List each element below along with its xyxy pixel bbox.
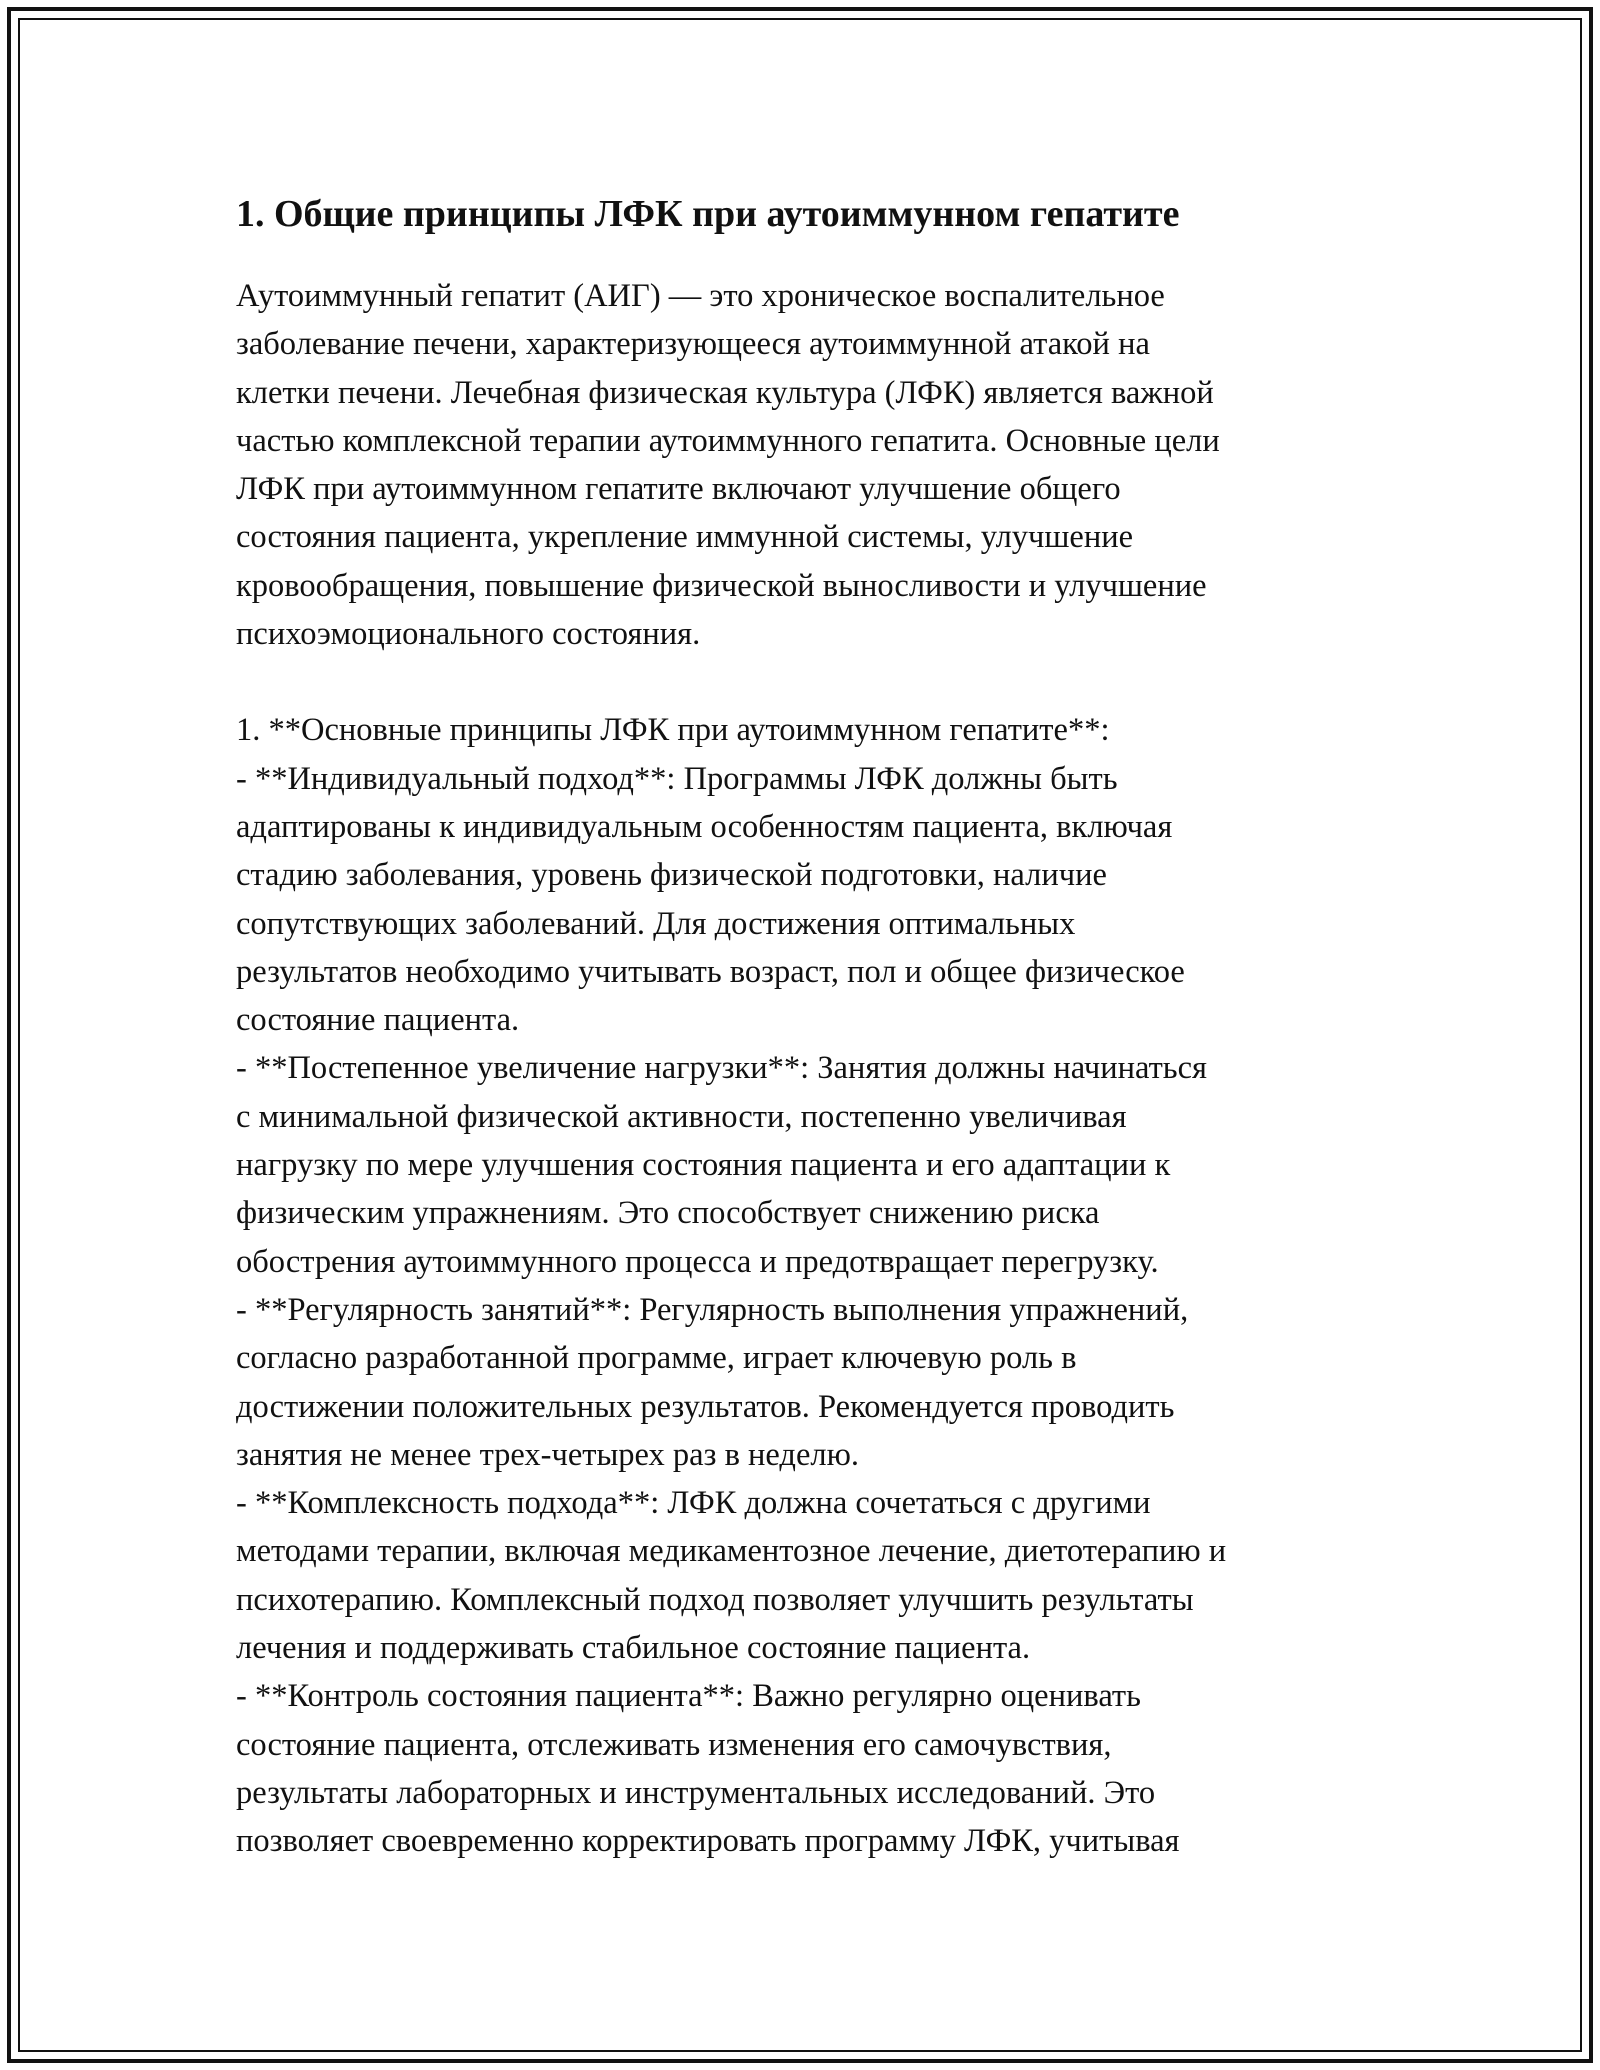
paragraph-spacer (236, 658, 1396, 706)
list-item: - **Постепенное увеличение нагрузки**: Занятия должны начинаться с минимальной физической активности, постепенно увеличивая нагрузку по мере улучшения состояния пациента и его адаптации к физическим упражнениям. Это способствует снижению риска обострения аутоиммунного процесса и предотвращает перегрузку. (236, 1050, 1208, 1280)
document-body (236, 186, 1396, 1866)
list-item: - **Индивидуальный подход**: Программы ЛФК должны быть адаптированы к индивидуальным особенностям пациента, включая стадию заболевания, уровень физической подготовки, наличие сопутствующих заболеваний. Для достижения оптимальных результатов необходимо учитывать возраст, пол и общее физическое состояние пациента. (236, 760, 1185, 1039)
list-item: - **Контроль состояния пациента**: Важно регулярно оценивать состояние пациента, отслеживать изменения его самочувствия, результаты лабораторных и инструментальных исследований. Это позволяет своевременно корректировать программу ЛФК, учитывая (236, 1678, 1180, 1860)
list-item: - **Комплексность подхода**: ЛФК должна сочетаться с другими методами терапии, включая медикаментозное лечение, диетотерапию и психотерапию. Комплексный подход позволяет улучшить результаты лечения и поддерживать стабильное состояние пациента. (236, 1485, 1227, 1667)
list-item: - **Регулярность занятий**: Регулярность выполнения упражнений, согласно разработанной программе, играет ключевую роль в достижении положительных результатов. Рекомендуется проводить занятия не менее трех-четырех раз в неделю. (236, 1291, 1189, 1473)
intro-paragraph: Аутоиммунный гепатит (АИГ) — это хроническое воспалительное заболевание печени, характеризующееся аутоиммунной атакой на клетки печени. Лечебная физическая культура (ЛФК) является важной частью комплексной терапии аутоиммунного гепатита. Основные цели ЛФК при аутоиммунном гепатите включают улучшение общего состояния пациента, укрепление иммунной системы, улучшение кровообращения, повышение физической выносливости и улучшение психоэмоционального состояния. (236, 278, 1220, 653)
principles-list (236, 755, 1396, 1866)
list-heading: 1. **Основные принципы ЛФК при аутоиммунном гепатите**: (236, 712, 1110, 749)
section-heading: 1. Общие принципы ЛФК при аутоиммунном гепатите (236, 193, 1180, 235)
